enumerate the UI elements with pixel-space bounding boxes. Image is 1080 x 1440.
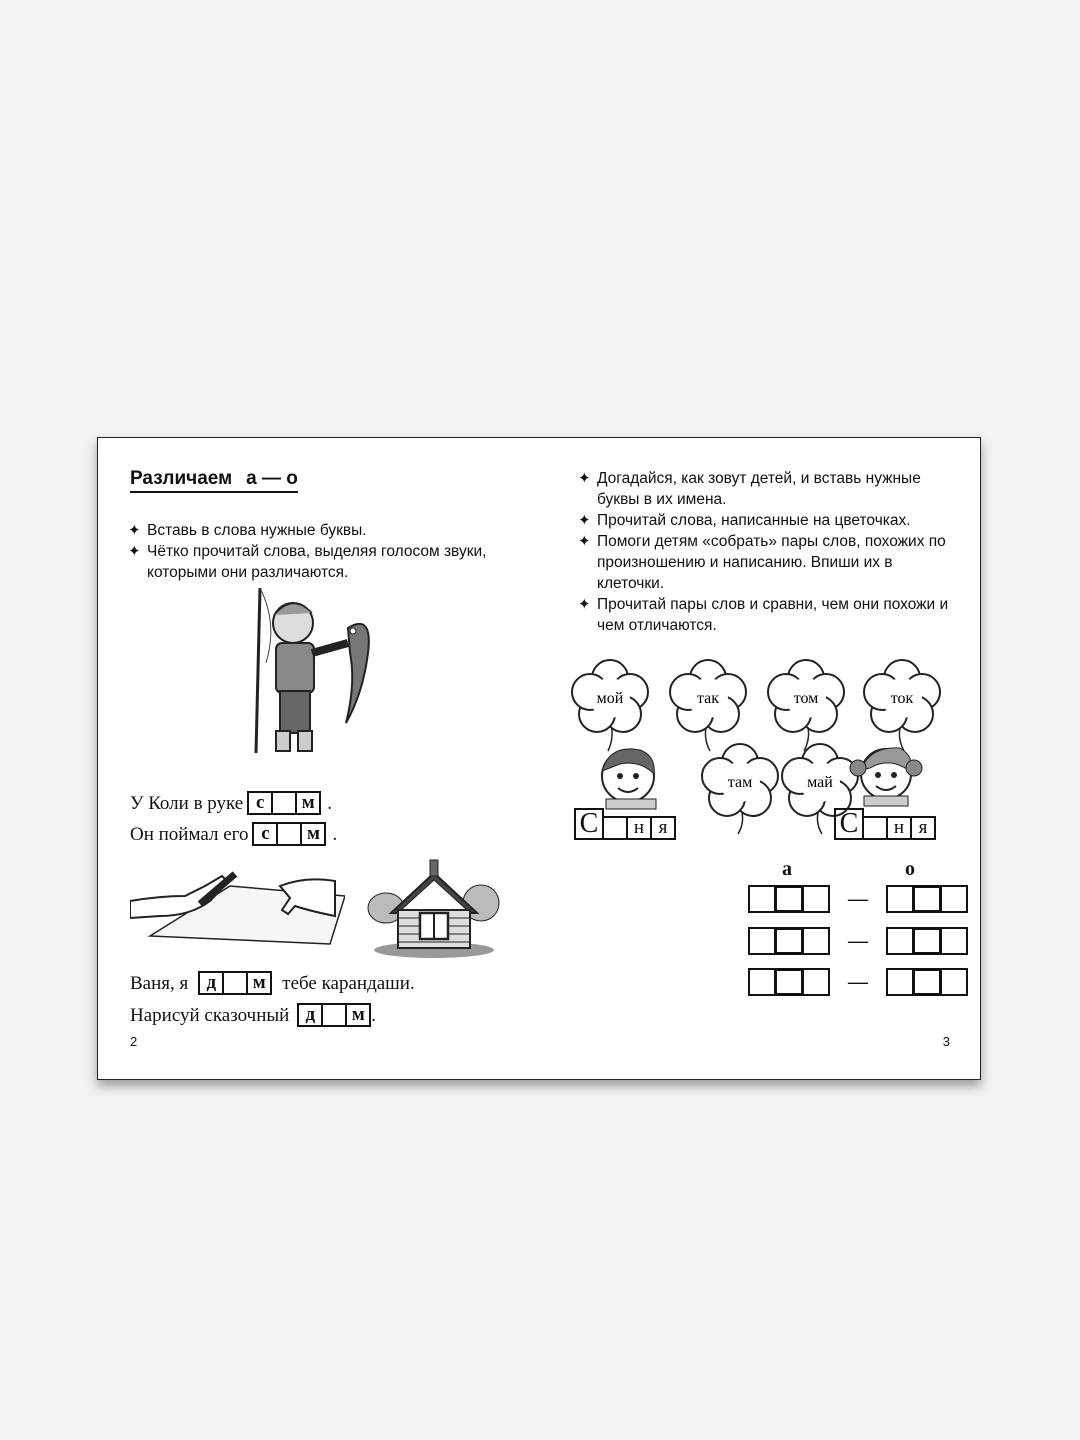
- letter-cell: м: [345, 1003, 371, 1027]
- name-first-letter: С: [574, 808, 604, 840]
- letter-cell: м: [246, 971, 272, 995]
- flower-word: там: [727, 774, 753, 791]
- letter-cell[interactable]: [886, 968, 914, 996]
- title-letters: а — о: [246, 468, 298, 489]
- page-title: [130, 468, 298, 493]
- workbook-spread: [97, 437, 981, 1080]
- blank-letter-cell[interactable]: [222, 971, 248, 995]
- word-a-cells: [748, 885, 830, 913]
- letter-cell[interactable]: [940, 968, 968, 996]
- page-number: 3: [942, 1034, 950, 1049]
- letter-cell[interactable]: [802, 885, 830, 913]
- letter-cell[interactable]: [940, 885, 968, 913]
- word-cells: [297, 1003, 371, 1027]
- girl-name-cells: [834, 808, 936, 840]
- vowel-cell[interactable]: [774, 885, 804, 913]
- letter-cell[interactable]: [886, 927, 914, 955]
- column-header-o: о: [905, 858, 915, 880]
- letter-cell: я: [650, 816, 676, 840]
- blank-letter-cell[interactable]: [276, 822, 302, 846]
- vowel-cell[interactable]: [912, 968, 942, 996]
- flower-word: так: [696, 690, 720, 707]
- boy-face-illustration: [602, 749, 656, 809]
- sentence-text: Нарисуй сказочный: [130, 1005, 290, 1026]
- instruction-item: ✦ Чётко прочитай слова, выделяя голосом звуки, которыми они различаются.: [128, 541, 518, 583]
- pair-row-3: [748, 968, 968, 996]
- sentence-text: Ваня, я: [130, 973, 189, 994]
- instruction-item: ✦ Помоги детям «собрать» пары слов, похожих по произношению и написанию. Впиши их в клеточки.: [578, 531, 958, 594]
- boy-name-cells: [574, 808, 676, 840]
- left-instructions: [128, 520, 518, 583]
- drawing-hands-illustration: [130, 866, 345, 946]
- sentence-1: [130, 791, 332, 815]
- pair-dash: —: [848, 929, 868, 952]
- instruction-item: ✦ Вставь в слова нужные буквы.: [128, 520, 518, 541]
- letter-cell[interactable]: [886, 885, 914, 913]
- sentence-end: .: [332, 824, 338, 845]
- name-first-letter: С: [834, 808, 864, 840]
- sentence-4: [130, 1003, 376, 1027]
- blank-letter-cell[interactable]: [602, 816, 628, 840]
- letter-cell[interactable]: [940, 927, 968, 955]
- right-page: [540, 438, 982, 1079]
- word-o-cells: [886, 885, 968, 913]
- letter-cell[interactable]: [748, 927, 776, 955]
- boy-with-catfish-illustration: [238, 583, 398, 758]
- letter-cell[interactable]: [748, 885, 776, 913]
- sentence-end: .: [327, 793, 332, 814]
- title-text: Различаем: [130, 468, 233, 489]
- flower-word: ток: [890, 690, 914, 707]
- instruction-item: ✦ Прочитай пары слов и сравни, чем они похожи и чем отличаются.: [578, 594, 958, 636]
- letter-cell: я: [910, 816, 936, 840]
- sentence-2: [130, 822, 337, 846]
- column-header-a: а: [782, 858, 792, 880]
- right-instructions: [578, 468, 958, 636]
- letter-cell[interactable]: [802, 968, 830, 996]
- sentence-3: [130, 971, 415, 995]
- pair-dash: —: [848, 887, 868, 910]
- left-page: [98, 438, 540, 1079]
- vowel-cell[interactable]: [774, 968, 804, 996]
- letter-cell: м: [300, 822, 326, 846]
- letter-cell[interactable]: [748, 968, 776, 996]
- letter-cell: с: [252, 822, 278, 846]
- sentence-text: Он поймал его: [130, 824, 249, 845]
- letter-cell: м: [295, 791, 321, 815]
- letter-cell[interactable]: [802, 927, 830, 955]
- letter-cell: с: [247, 791, 273, 815]
- flower-word: май: [807, 774, 833, 791]
- word-a-cells: [748, 927, 830, 955]
- word-cells: [198, 971, 272, 995]
- blank-letter-cell[interactable]: [862, 816, 888, 840]
- sentence-end: .: [371, 1005, 377, 1026]
- pair-row-2: [748, 927, 968, 955]
- word-o-cells: [886, 968, 968, 996]
- pair-row-1: [748, 885, 968, 913]
- page-number: 2: [130, 1034, 138, 1049]
- vowel-cell[interactable]: [912, 927, 942, 955]
- word-o-cells: [886, 927, 968, 955]
- sentence-text: У Коли в руке: [130, 793, 244, 814]
- vowel-cell[interactable]: [774, 927, 804, 955]
- instruction-item: ✦ Догадайся, как зовут детей, и вставь нужные буквы в их имена.: [578, 468, 958, 510]
- fairy-house-illustration: [366, 858, 501, 958]
- pair-dash: —: [848, 970, 868, 993]
- instruction-item: ✦ Прочитай слова, написанные на цветочках.: [578, 510, 958, 531]
- blank-letter-cell[interactable]: [321, 1003, 347, 1027]
- flower-word: мой: [596, 690, 624, 707]
- letter-cell: д: [198, 971, 224, 995]
- letter-cell: н: [886, 816, 912, 840]
- sentence-after: тебе карандаши.: [282, 973, 415, 994]
- word-cells: [247, 791, 321, 815]
- vowel-cell[interactable]: [912, 885, 942, 913]
- flower-word: том: [793, 690, 819, 707]
- word-cells: [252, 822, 326, 846]
- word-a-cells: [748, 968, 830, 996]
- girl-face-illustration: [850, 748, 922, 806]
- letter-cell: н: [626, 816, 652, 840]
- letter-cell: д: [297, 1003, 323, 1027]
- blank-letter-cell[interactable]: [271, 791, 297, 815]
